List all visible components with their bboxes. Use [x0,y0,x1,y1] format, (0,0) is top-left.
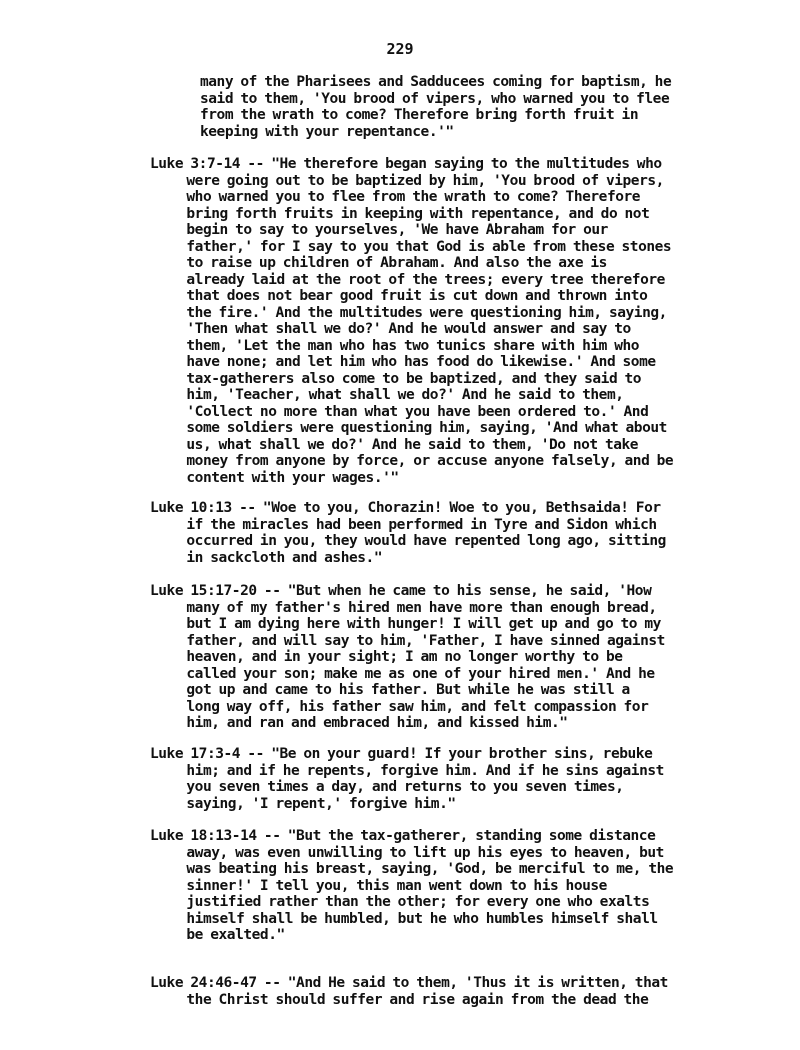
text-line: himself shall be humbled, but he who humbles himself shall [150,910,658,927]
text-line: long way off, his father saw him, and felt compassion for [150,698,649,715]
text-line: father,' for I say to you that God is able from these stones [150,238,672,255]
entry-luke-18-13-14 [150,828,750,944]
text-line: was beating his breast, saying, 'God, be merciful to me, the [150,861,674,877]
text-line: father, and will say to him, 'Father, I have sinned against [150,632,665,649]
text-line: already laid at the root of the trees; every tree therefore [150,271,665,288]
text-line: saying, 'I repent,' forgive him." [150,795,456,812]
text-line: 'Collect no more than what you have been ordered to.' And [150,403,649,420]
text-line: content with your wages.'" [150,469,399,486]
text-line: Luke 3:7-14 -- "He therefore began saying to the multitudes who [150,156,662,172]
text-line: in sackcloth and ashes." [150,549,383,566]
text-line: money from anyone by force, or accuse anyone falsely, and be [150,453,674,469]
page-number: 229 [386,40,414,58]
text-line: Luke 18:13-14 -- "But the tax-gatherer, standing some distance [150,828,656,844]
text-line: him, 'Teacher, what shall we do?' And he said to them, [150,387,624,403]
text-line: heaven, and in your sight; I am no longer worthy to be [150,649,623,665]
text-line: justified rather than the other; for every one who exalts [150,894,650,910]
text-line: be exalted." [150,927,285,943]
continuation-paragraph [200,74,800,140]
text-line: some soldiers were questioning him, saying, 'And what about [150,420,667,436]
text-line: tax-gatherers also come to be baptized, and they said to [150,370,642,387]
text-line: begin to say to yourselves, 'We have Abraham for our [150,222,608,238]
entry-luke-24-46-47 [150,975,750,1008]
text-line: Luke 24:46-47 -- "And He said to them, 'Thus it is written, that [150,975,668,991]
text-line: 'Then what shall we do?' And he would answer and say to [150,321,631,337]
text-line: that does not bear good fruit is cut down and thrown into [150,288,648,304]
text-line: occurred in you, they would have repented long ago, sitting [150,533,666,549]
text-line: were going out to be baptized by him, 'You brood of vipers, [150,172,664,189]
text-line: from the wrath to come? Therefore bring forth fruit in [200,107,639,123]
entry-luke-3-7-14 [150,156,750,486]
text-line: bring forth fruits in keeping with repentance, and do not [150,205,650,222]
text-line: Luke 15:17-20 -- "But when he came to his sense, he said, 'How [150,583,652,599]
text-line: away, was even unwilling to lift up his eyes to heaven, but [150,844,664,861]
text-line: keeping with your repentance.'" [200,123,454,140]
text-line: Luke 17:3-4 -- "Be on your guard! If your brother sins, rebuke [150,746,653,762]
text-line: if the miracles had been performed in Tyre and Sidon which [150,516,657,533]
text-line: called your son; make me as one of your hired men.' And he [150,665,655,682]
text-line: who warned you to flee from the wrath to come? Therefore [150,189,641,205]
text-line: the fire.' And the multitudes were questioning him, saying, [150,304,667,321]
text-line: many of my father's hired men have more than enough bread, [150,599,657,616]
text-line: Luke 10:13 -- "Woe to you, Chorazin! Woe to you, Bethsaida! For [150,500,661,516]
text-line: to raise up children of Abraham. And also the axe is [150,255,607,271]
text-line: sinner!' I tell you, this man went down to his house [150,877,607,894]
text-line: us, what shall we do?' And he said to them, 'Do not take [150,436,639,453]
entry-luke-15-17-20 [150,583,750,732]
text-line: got up and came to his father. But while he was still a [150,682,630,698]
text-line: him, and ran and embraced him, and kissed him." [150,715,568,731]
text-line: but I am dying here with hunger! I will get up and go to my [150,616,661,632]
text-line: the Christ should suffer and rise again from the dead the [150,991,649,1008]
text-line: said to them, 'You brood of vipers, who warned you to flee [200,90,670,107]
entry-luke-17-3-4 [150,746,750,812]
text-line: many of the Pharisees and Sadducees coming for baptism, he [200,74,672,90]
entry-luke-10-13 [150,500,750,566]
text-line: have none; and let him who has food do likewise.' And some [150,354,656,370]
text-line: them, 'Let the man who has two tunics share with him who [150,337,640,354]
text-line: you seven times a day, and returns to you seven times, [150,779,624,795]
text-line: him; and if he repents, forgive him. And if he sins against [150,762,664,779]
